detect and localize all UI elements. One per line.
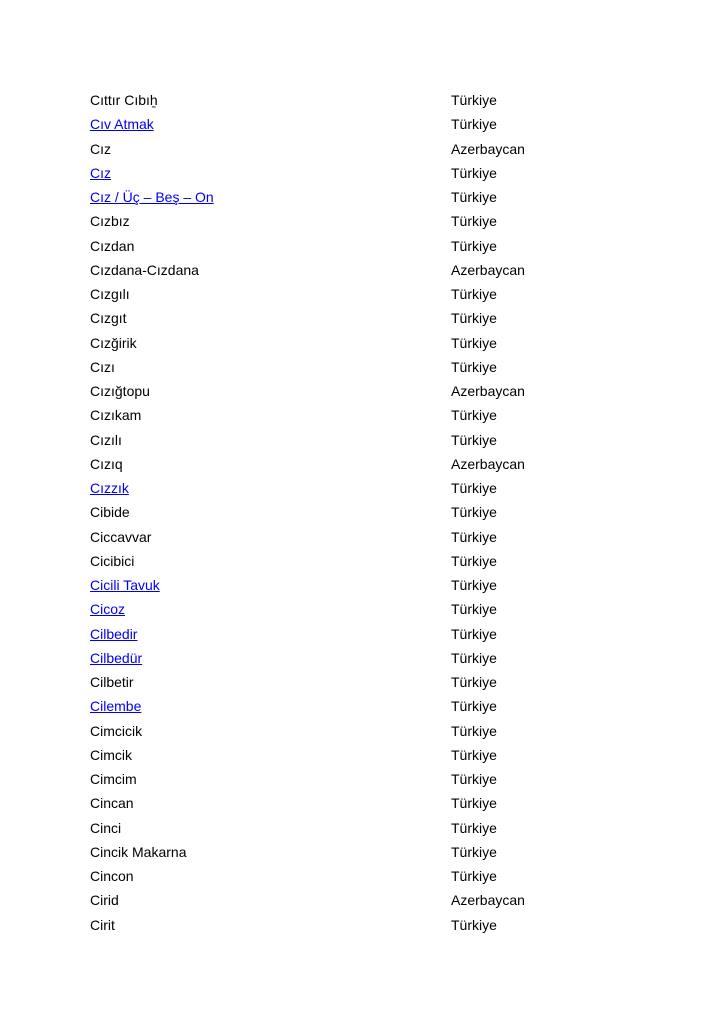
entry-name-link[interactable]: Cızzık	[90, 480, 129, 496]
entry-country: Azerbaycan	[451, 261, 525, 278]
entry-country: Türkiye	[451, 480, 497, 496]
table-row	[90, 306, 650, 330]
entry-name: Cızdan	[90, 237, 135, 254]
entry-country: Azerbaycan	[451, 892, 525, 909]
entry-country: Türkiye	[451, 843, 497, 860]
table-row	[90, 161, 650, 185]
table-row	[90, 452, 650, 476]
table-row	[90, 428, 650, 452]
entry-country: Türkiye	[451, 722, 497, 739]
entry-country: Türkiye	[451, 577, 497, 593]
table-row	[90, 670, 650, 694]
entry-country: Türkiye	[451, 698, 497, 715]
table-row	[90, 112, 650, 136]
entry-name: Cızğirik	[90, 334, 137, 351]
entry-name-link[interactable]: Cız / Üç – Beş – On	[90, 189, 214, 205]
entry-name: Cincon	[90, 868, 134, 884]
entry-name: Cızığtopu	[90, 383, 150, 399]
entry-country: Türkiye	[451, 407, 497, 424]
entry-name: Cirid	[90, 892, 119, 909]
table-row	[90, 864, 650, 888]
table-row	[90, 888, 650, 912]
entry-country: Türkiye	[451, 92, 497, 108]
entry-country: Azerbaycan	[451, 140, 525, 157]
table-row	[90, 549, 650, 573]
entry-name: Cızılı	[90, 431, 122, 448]
entry-country: Türkiye	[451, 819, 497, 836]
table-row	[90, 258, 650, 282]
entry-name: Cincan	[90, 795, 134, 812]
table-row	[90, 840, 650, 864]
entry-country: Türkiye	[451, 334, 497, 351]
table-row	[90, 88, 650, 112]
table-row	[90, 282, 650, 306]
entry-name: Cızgılı	[90, 286, 130, 302]
entry-name: Cilbetir	[90, 674, 134, 690]
entry-country: Türkiye	[451, 504, 497, 521]
entry-name-link[interactable]: Cicoz	[90, 601, 126, 618]
entry-country: Türkiye	[451, 237, 497, 254]
entry-name: Cızdana-Cızdana	[90, 261, 199, 278]
entry-country: Türkiye	[451, 795, 497, 812]
table-row	[90, 185, 650, 209]
entry-name-link[interactable]: Cıv Atmak	[90, 116, 154, 133]
entry-name: Cızgıt	[90, 310, 127, 327]
entry-country: Türkiye	[451, 116, 497, 133]
entry-name-link[interactable]: Cilbedir	[90, 625, 138, 642]
table-row	[90, 646, 650, 670]
entry-country: Türkiye	[451, 625, 497, 642]
entry-name: Cinci	[90, 819, 122, 836]
entry-name: Cız	[90, 140, 111, 157]
entry-country: Türkiye	[451, 358, 497, 375]
entry-country: Azerbaycan	[451, 383, 525, 399]
table-row	[90, 816, 650, 840]
entry-country: Türkiye	[451, 431, 497, 448]
entry-country: Türkiye	[451, 528, 497, 545]
entry-name: Cibide	[90, 504, 130, 521]
table-row	[90, 767, 650, 791]
entry-country: Türkiye	[451, 746, 497, 763]
entry-name: Cincik Makarna	[90, 843, 187, 860]
table-row	[90, 137, 650, 161]
entry-country: Türkiye	[451, 310, 497, 327]
table-row	[90, 355, 650, 379]
entry-name: Cıttır Cıbıẖ	[90, 92, 158, 108]
table-row	[90, 791, 650, 815]
table-row	[90, 234, 650, 258]
table-row	[90, 694, 650, 718]
entry-country: Azerbaycan	[451, 455, 525, 472]
entry-country: Türkiye	[451, 164, 497, 181]
entry-name: Cimcim	[90, 771, 137, 787]
entry-country: Türkiye	[451, 552, 497, 569]
entry-country: Türkiye	[451, 213, 497, 230]
table-row	[90, 331, 650, 355]
table-row	[90, 403, 650, 427]
entry-country: Türkiye	[451, 868, 497, 884]
table-row	[90, 743, 650, 767]
table-row	[90, 500, 650, 524]
entry-name: Cimcik	[90, 746, 132, 763]
entry-country: Türkiye	[451, 649, 497, 666]
entry-country: Türkiye	[451, 674, 497, 690]
entry-name: Cızı	[90, 358, 115, 375]
entry-name: Cicibici	[90, 552, 135, 569]
table-row	[90, 573, 650, 597]
entry-name: Cızıkam	[90, 407, 142, 424]
entry-name: Cimcicik	[90, 722, 143, 739]
entry-list	[90, 88, 650, 937]
entry-name-link[interactable]: Cız	[90, 164, 111, 181]
table-row	[90, 525, 650, 549]
entry-name: Ciccavvar	[90, 528, 152, 545]
entry-name-link[interactable]: Cilbedür	[90, 649, 143, 666]
entry-name: Cirit	[90, 916, 115, 933]
entry-country: Türkiye	[451, 916, 497, 933]
entry-name-link[interactable]: Cilembe	[90, 698, 142, 715]
table-row	[90, 719, 650, 743]
entry-name: Cızıq	[90, 455, 123, 472]
table-row	[90, 597, 650, 621]
entry-country: Türkiye	[451, 286, 497, 302]
table-row	[90, 209, 650, 233]
entry-name: Cızbız	[90, 213, 130, 230]
entry-name-link[interactable]: Cicili Tavuk	[90, 577, 160, 593]
entry-country: Türkiye	[451, 601, 497, 618]
table-row	[90, 476, 650, 500]
table-row	[90, 622, 650, 646]
table-row	[90, 913, 650, 937]
table-row	[90, 379, 650, 403]
entry-country: Türkiye	[451, 189, 497, 205]
entry-country: Türkiye	[451, 771, 497, 787]
